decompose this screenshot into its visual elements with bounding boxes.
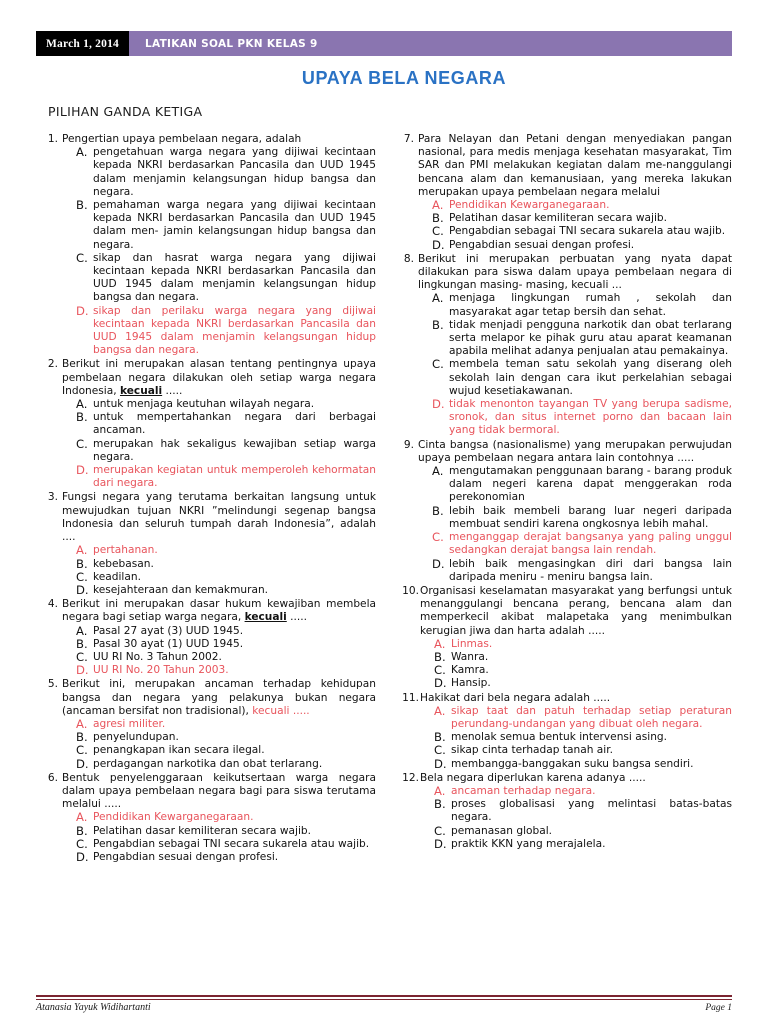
question-body [420, 772, 732, 851]
option-letter: C. [76, 743, 88, 758]
option-letter: A. [76, 716, 88, 731]
question-number: 7. [403, 133, 414, 145]
question-body [418, 439, 732, 584]
option-list [62, 398, 376, 490]
option-letter: C. [434, 743, 446, 758]
option-item[interactable] [432, 212, 732, 225]
option-text: penyelundupan. [93, 731, 179, 744]
kecuali-emphasis: kecuali [119, 384, 163, 397]
option-text: UU RI No. 20 Tahun 2003. [93, 664, 229, 677]
option-text: sikap taat dan patuh terhadap setiap peraturan perundang-undangan yang dibuat oleh negara. [451, 704, 732, 730]
option-item[interactable] [434, 838, 732, 851]
option-item[interactable] [76, 544, 376, 557]
question-number: 6. [47, 771, 58, 784]
option-item[interactable] [432, 319, 732, 359]
option-text: keadilan. [93, 570, 141, 583]
page-title: UPAYA BELA NEGARA [301, 68, 507, 88]
option-list [62, 718, 376, 771]
option-text: membangga-banggakan suku bangsa sendiri. [451, 757, 694, 770]
option-text: menolak semua bentuk intervensi asing. [451, 731, 668, 744]
question-number: 11. [402, 691, 419, 704]
option-text: merupakan hak sekaligus kewajiban setiap warga negara. [93, 437, 376, 463]
option-letter: B. [434, 649, 446, 664]
option-text: pertahanan. [93, 544, 158, 557]
question-stem-text: Berikut ini merupakan dasar hukum kewajiban membela negara bagi setiap warga negara, [62, 598, 376, 624]
option-letter: B. [76, 636, 88, 651]
option-text: Pelatihan dasar kemiliteran secara wajib. [449, 212, 668, 225]
option-item[interactable] [434, 664, 732, 677]
option-letter: D. [76, 303, 89, 318]
option-item[interactable] [76, 146, 376, 199]
option-text: Kamra. [451, 664, 489, 677]
right-column [398, 133, 732, 865]
option-list [62, 544, 376, 597]
question-stem: Berikut ini merupakan perbuatan yang nyata dapat dilakukan para siswa dalam upaya pembelaan negara di lingkungan masing- masing, kecuali ... [418, 252, 732, 292]
option-text: Pengabdian sebagai TNI secara sukarela atau wajib. [93, 837, 370, 850]
option-text: UU RI No. 3 Tahun 2002. [93, 650, 222, 663]
option-item[interactable] [434, 731, 732, 744]
option-list [418, 292, 732, 437]
option-item[interactable] [76, 398, 376, 411]
option-text: pengetahuan warga negara yang dijiwai kecintaan kepada NKRI berdasarkan Pancasila dan UUD 1945 dalam menjamin kelangsungan hidup bangsa dan negara. [93, 146, 376, 198]
option-letter: C. [76, 569, 88, 584]
option-item[interactable] [76, 851, 376, 864]
option-text: Wanra. [451, 650, 489, 663]
option-text: untuk menjaga keutuhan wilayah negara. [93, 398, 315, 411]
option-letter: B. [432, 211, 444, 226]
option-item[interactable] [434, 677, 732, 690]
option-list [420, 785, 732, 851]
option-letter: A. [434, 636, 446, 651]
option-letter: D. [434, 676, 447, 691]
option-item[interactable] [432, 239, 732, 252]
option-text: Pelatihan dasar kemiliteran secara wajib. [93, 824, 312, 837]
question-body [62, 598, 376, 677]
option-text: menjaga lingkungan rumah , sekolah dan masyarakat agar tetap bersih dan sehat. [449, 292, 732, 318]
option-text: perdagangan narkotika dan obat terlarang. [93, 757, 323, 770]
question-stem-tail: ..... [286, 611, 307, 624]
option-letter: B. [432, 317, 444, 332]
question-number: 9. [403, 438, 414, 451]
question-stem: Fungsi negara yang terutama berkaitan langsung untuk mewujudkan tujuan NKRI ”melindungi segenap bangsa Indonesia dan seluruh tumpah darah Indonesia”, adalah .... [62, 491, 376, 544]
question-item [398, 772, 732, 851]
option-text: lebih baik membeli barang luar negeri daripada membuat sendiri karena ongkosnya lebih mahal. [449, 504, 732, 530]
option-text: Pendidikan Kewarganegaraan. [449, 199, 610, 212]
option-item[interactable] [434, 638, 732, 651]
option-text: kesejahteraan dan kemakmuran. [93, 583, 269, 596]
option-item[interactable] [432, 398, 732, 438]
question-item [42, 133, 376, 357]
option-item[interactable] [76, 811, 376, 824]
option-text: Pengabdian sesuai dengan profesi. [449, 238, 635, 251]
option-letter: B. [432, 503, 444, 518]
option-text: Pasal 27 ayat (3) UUD 1945. [93, 624, 244, 637]
question-stem-tail: ..... [289, 704, 310, 717]
question-body [62, 133, 376, 357]
header-banner-title: LATIKAN SOAL PKN KELAS 9 [129, 31, 732, 56]
option-text: Pendidikan Kewarganegaraan. [93, 811, 254, 824]
option-item[interactable] [76, 625, 376, 638]
option-letter: A. [432, 198, 444, 213]
option-item[interactable] [432, 358, 732, 398]
question-stem-text: Berikut ini merupakan alasan tentang pentingnya upaya pembelaan negara dilakukan oleh setiap warga negara Indonesia, [62, 358, 376, 397]
option-letter: C. [76, 836, 88, 851]
option-letter: B. [76, 198, 88, 213]
question-item [398, 439, 732, 584]
option-item[interactable] [434, 798, 732, 824]
section-label: PILIHAN GANDA KETIGA [48, 104, 203, 119]
option-letter: C. [76, 649, 88, 664]
question-body [418, 133, 732, 252]
option-letter: A. [432, 464, 444, 479]
option-letter: A. [76, 543, 88, 558]
option-letter: B. [434, 797, 446, 812]
question-columns [42, 133, 732, 865]
option-text: membela teman satu sekolah yang diserang oleh sekolah lain dengan cara ikut perkelahian sebagai wujud kesetiakawanan. [449, 358, 732, 397]
option-letter: C. [432, 530, 444, 545]
option-letter: C. [434, 663, 446, 678]
kecuali-emphasis: kecuali [252, 704, 290, 717]
option-item[interactable] [76, 758, 376, 771]
question-number: 3. [47, 491, 58, 504]
option-item[interactable] [76, 838, 376, 851]
page-footer [36, 1002, 732, 1013]
question-item [398, 585, 732, 691]
question-stem: Cinta bangsa (nasionalisme) yang merupakan perwujudan upaya pembelaan negara antara lain contohnya ..... [418, 438, 732, 464]
question-stem: Bela negara diperlukan karena adanya ..... [420, 771, 646, 784]
question-item [42, 772, 376, 864]
option-item[interactable] [76, 651, 376, 664]
question-stem: Hakikat dari bela negara adalah ..... [420, 691, 611, 704]
option-letter: B. [434, 730, 446, 745]
option-list [420, 705, 732, 771]
option-item[interactable] [76, 825, 376, 838]
option-item[interactable] [432, 465, 732, 505]
question-stem-tail: ..... [162, 384, 183, 397]
option-list [62, 811, 376, 864]
option-letter: D. [432, 556, 445, 571]
option-text: penangkapan ikan secara ilegal. [93, 744, 265, 757]
question-stem: Para Nelayan dan Petani dengan menyediakan pangan nasional, para medis menjaga kesehatan masyarakat, Tim SAR dan PMI melakukan kegiatan dalam me-nanggulangi bencana alam dan kemanusiaan, yang mereka lakukan merupakan upaya pembelaan negara melalui [418, 133, 732, 198]
left-column [42, 133, 376, 865]
option-text: mengutamakan penggunaan barang - barang produk dalam negeri karena dapat menggerakan roda perekonomian [449, 465, 732, 504]
question-item [398, 253, 732, 438]
option-letter: D. [432, 397, 445, 412]
option-letter: D. [76, 582, 89, 597]
option-text: sikap cinta terhadap tanah air. [451, 744, 613, 757]
question-body [420, 585, 732, 691]
option-item[interactable] [432, 225, 732, 238]
option-item[interactable] [434, 785, 732, 798]
option-item[interactable] [434, 651, 732, 664]
option-item[interactable] [434, 758, 732, 771]
footer-author: Atanasia Yayuk Widihartanti [36, 1002, 151, 1013]
question-number: 10. [402, 584, 419, 597]
option-letter: B. [76, 823, 88, 838]
option-text: proses globalisasi yang melintasi batas-batas negara. [451, 798, 732, 824]
footer-divider [36, 995, 732, 1000]
option-text: tidak menjadi pengguna narkotik dan obat terlarang serta melapor ke pihak guru atau aparat keamanan apabila melihat adanya penjualan atau pemakainya. [449, 318, 732, 358]
question-number: 5. [47, 678, 58, 691]
option-item[interactable] [434, 744, 732, 757]
option-letter: C. [432, 224, 444, 239]
option-letter: C. [76, 436, 88, 451]
question-stem [62, 678, 376, 718]
question-stem [62, 598, 376, 624]
question-number: 4. [47, 598, 58, 611]
option-item[interactable] [76, 584, 376, 597]
option-item[interactable] [434, 825, 732, 838]
option-item[interactable] [76, 731, 376, 744]
option-item[interactable] [76, 199, 376, 252]
question-stem [62, 358, 376, 398]
question-item [398, 692, 732, 771]
option-item[interactable] [432, 505, 732, 531]
option-letter: A. [76, 810, 88, 825]
question-number: 12. [402, 771, 419, 784]
option-item[interactable] [76, 664, 376, 677]
option-text: kebebasan. [93, 557, 154, 570]
option-item[interactable] [76, 571, 376, 584]
option-letter: B. [76, 730, 88, 745]
question-item [42, 598, 376, 677]
question-body [62, 358, 376, 490]
option-list [62, 625, 376, 678]
option-text: ancaman terhadap negara. [451, 784, 596, 797]
option-letter: A. [76, 623, 88, 638]
option-item[interactable] [432, 292, 732, 318]
option-item[interactable] [76, 411, 376, 437]
option-letter: D. [76, 849, 89, 864]
option-text: lebih baik mengasingkan diri dari bangsa lain daripada meniru - meniru bangsa lain. [449, 557, 732, 583]
option-text: Pasal 30 ayat (1) UUD 1945. [93, 637, 244, 650]
option-list [62, 146, 376, 357]
option-item[interactable] [432, 558, 732, 584]
option-list [418, 465, 732, 584]
option-letter: A. [432, 291, 444, 306]
option-text: untuk mempertahankan negara dari berbagai ancaman. [93, 411, 376, 437]
option-item[interactable] [76, 558, 376, 571]
header-banner [36, 31, 732, 56]
option-letter: D. [434, 836, 447, 851]
option-letter: A. [434, 783, 446, 798]
option-letter: B. [76, 556, 88, 571]
option-letter: B. [76, 410, 88, 425]
option-text: Linmas. [451, 637, 493, 650]
question-body [62, 491, 376, 597]
option-text: Pengabdian sesuai dengan profesi. [93, 850, 279, 863]
option-letter: A. [434, 703, 446, 718]
question-stem: Pengertian upaya pembelaan negara, adalah [62, 133, 302, 145]
option-item[interactable] [76, 638, 376, 651]
option-letter: C. [76, 250, 88, 265]
option-text: Hansip. [451, 677, 491, 690]
footer-page-number: Page 1 [705, 1003, 732, 1013]
option-item[interactable] [434, 705, 732, 731]
question-body [420, 692, 732, 771]
option-letter: C. [434, 823, 446, 838]
option-list [420, 638, 732, 691]
question-number: 2. [47, 358, 58, 371]
question-item [42, 678, 376, 770]
option-text: sikap dan perilaku warga negara yang dijiwai kecintaan kepada NKRI berdasarkan Pancasila dan UUD 1945 dalam menjamin kelangsungan hidup bangsa dan negara. [93, 304, 376, 357]
option-item[interactable] [432, 199, 732, 212]
option-letter: D. [76, 756, 89, 771]
option-letter: C. [432, 357, 444, 372]
option-list [418, 199, 732, 252]
question-item [42, 491, 376, 597]
option-text: menganggap derajat bangsanya yang paling unggul sedangkan derajat bangsa lain rendah. [449, 531, 732, 557]
header-date: March 1, 2014 [36, 31, 129, 56]
option-item[interactable] [76, 305, 376, 358]
question-stem-text: Berikut ini, merupakan ancaman terhadap kehidupan bangsa dan negara yang pelakunya bukan negara (ancaman bersifat non tradisional), [62, 678, 376, 717]
option-text: merupakan kegiatan untuk memperoleh kehormatan dari negara. [93, 464, 376, 490]
question-item [42, 358, 376, 490]
option-item[interactable] [76, 464, 376, 490]
question-body [418, 253, 732, 438]
option-text: pemahaman warga negara yang dijiwai kecintaan kepada NKRI berdasarkan Pancasila dan UUD 1945 dalam men- jamin kelangsungan hidup bangsa dan negara. [93, 199, 376, 251]
option-text: praktik KKN yang merajalela. [451, 837, 606, 850]
option-letter: A. [76, 397, 88, 412]
option-item[interactable] [432, 531, 732, 557]
option-text: pemanasan global. [451, 824, 553, 837]
question-item [398, 133, 732, 252]
option-letter: A. [76, 145, 88, 160]
question-body [62, 772, 376, 864]
question-number: 8. [403, 252, 414, 265]
question-number: 1. [47, 133, 58, 145]
option-item[interactable] [76, 438, 376, 464]
option-item[interactable] [76, 744, 376, 757]
option-item[interactable] [76, 718, 376, 731]
option-letter: D. [432, 237, 445, 252]
option-letter: D. [76, 663, 89, 678]
question-body [62, 678, 376, 770]
option-text: tidak menonton tayangan TV yang berupa sadisme, sronok, dan situs internet porno dan bacaan lain yang tidak bermoral. [449, 398, 732, 437]
option-text: Pengabdian sebagai TNI secara sukarela atau wajib. [449, 225, 726, 238]
question-stem: Bentuk penyelenggaraan keikutsertaan warga negara dalam upaya pembelaan negara bagi para siswa terutama melalui ..... [62, 771, 376, 811]
question-stem: Organisasi keselamatan masyarakat yang berfungsi untuk menanggulangi bencana perang, bencana alam dan memperkecil akibat malapetaka yang menimbulkan kerugian jiwa dan harta adalah ..... [420, 584, 732, 637]
kecuali-emphasis: kecuali [244, 611, 287, 624]
option-text: sikap dan hasrat warga negara yang dijiwai kecintaan kepada NKRI berdasarkan Pancasila dan UUD 1945 dalam menjamin kelangsungan hidup bangsa dan negara. [93, 251, 376, 304]
option-letter: D. [76, 463, 89, 478]
option-item[interactable] [76, 252, 376, 305]
option-letter: D. [434, 756, 447, 771]
option-text: agresi militer. [93, 717, 166, 730]
